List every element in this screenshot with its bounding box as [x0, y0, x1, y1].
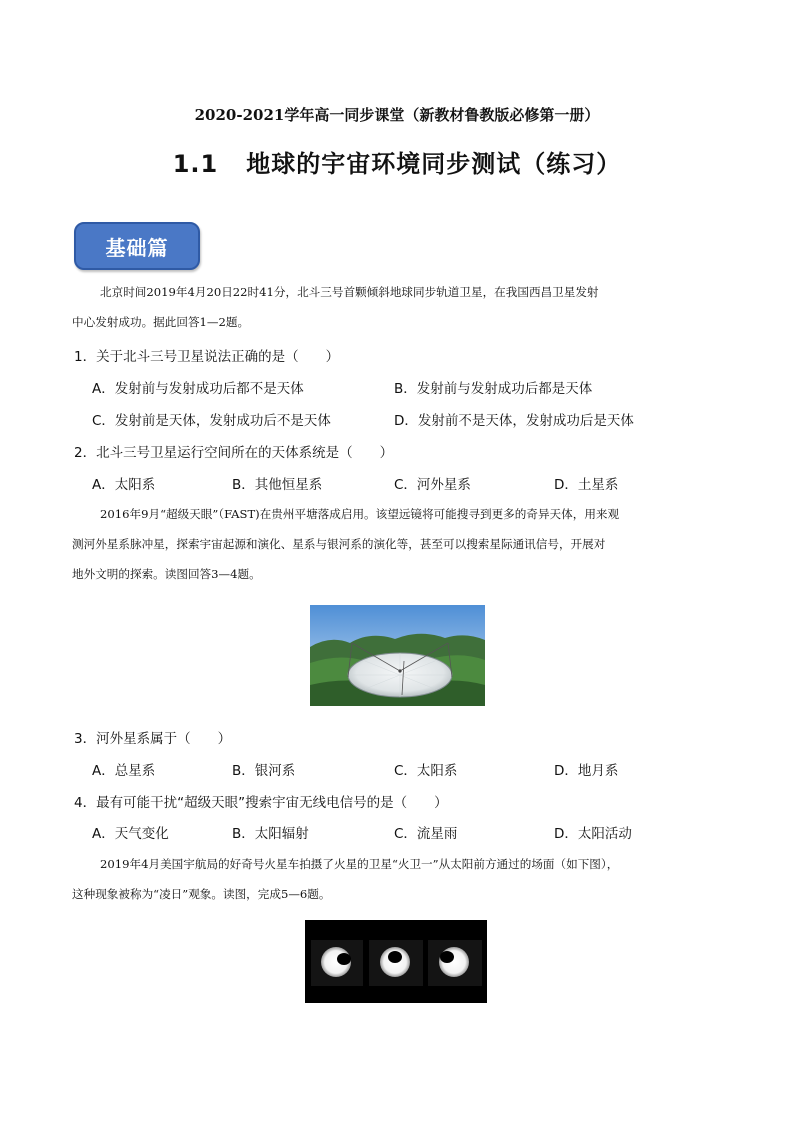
- question-3-stem: 3．河外星系属于（ ）: [74, 731, 232, 747]
- question-2-option-c: C．河外星系: [394, 477, 471, 493]
- question-1-option-a: A．发射前与发射成功后都不是天体: [92, 381, 304, 397]
- question-4-option-a: A．天气变化: [92, 826, 169, 842]
- section-badge: 基础篇: [74, 222, 200, 270]
- question-4-option-b: B．太阳辐射: [232, 826, 309, 842]
- passage-line: 2019年4月美国宇航局的好奇号火星车拍摄了火星的卫星“火卫一”从太阳前方通过的场面（如下图），: [100, 857, 619, 871]
- passage-line: 北京时间2019年4月20日22时41分，北斗三号首颗倾斜地球同步轨道卫星，在我国西昌卫星发射: [100, 285, 599, 299]
- question-3-option-a: A．总星系: [92, 763, 156, 779]
- passage-line: 测河外星系脉冲星，探索宇宙起源和演化、星系与银河系的演化等，甚至可以搜索星际通讯信号，开展对: [72, 537, 606, 551]
- document-subtitle: 2020-2021学年高一同步课堂（新教材鲁教版必修第一册）: [194, 106, 600, 124]
- question-4-option-c: C．流星雨: [394, 826, 458, 842]
- passage-line: 这种现象被称为“凌日”观象。读图，完成5—6题。: [72, 887, 331, 901]
- question-3-option-c: C．太阳系: [394, 763, 458, 779]
- question-4-option-d: D．太阳活动: [554, 826, 632, 842]
- question-1-stem: 1．关于北斗三号卫星说法正确的是（ ）: [74, 349, 340, 365]
- passage-1: [72, 277, 732, 337]
- passage-line: 2016年9月“超级天眼”（FAST)在贵州平塘落成启用。该望远镜将可能搜寻到更多的奇异天体，用来观: [100, 507, 620, 521]
- question-2-option-d: D．土星系: [554, 477, 619, 493]
- passage-line: 地外文明的探索。读图回答3—4题。: [72, 567, 261, 581]
- question-3-option-d: D．地月系: [554, 763, 619, 779]
- passage-3: [72, 849, 732, 909]
- question-1-option-b: B．发射前与发射成功后都是天体: [394, 381, 593, 397]
- passage-line: 中心发射成功。据此回答1—2题。: [72, 315, 250, 329]
- question-1-option-d: D．发射前不是天体，发射成功后是天体: [394, 413, 634, 429]
- title-text: 地球的宇宙环境同步测试（练习）: [246, 150, 622, 178]
- document-title: [0, 144, 794, 179]
- passage-2: [72, 499, 732, 589]
- title-number: 1.1: [172, 150, 219, 178]
- question-3-option-b: B．银河系: [232, 763, 296, 779]
- phobos-transit-image: [305, 920, 487, 1003]
- fast-telescope-photo: [310, 605, 485, 706]
- question-4-stem: 4．最有可能干扰“超级天眼”搜索宇宙无线电信号的是（ ）: [74, 795, 448, 811]
- question-2-option-b: B．其他恒星系: [232, 477, 323, 493]
- question-2-option-a: A．太阳系: [92, 477, 156, 493]
- question-2-stem: 2．北斗三号卫星运行空间所在的天体系统是（ ）: [74, 445, 394, 461]
- question-1-option-c: C．发射前是天体，发射成功后不是天体: [92, 413, 331, 429]
